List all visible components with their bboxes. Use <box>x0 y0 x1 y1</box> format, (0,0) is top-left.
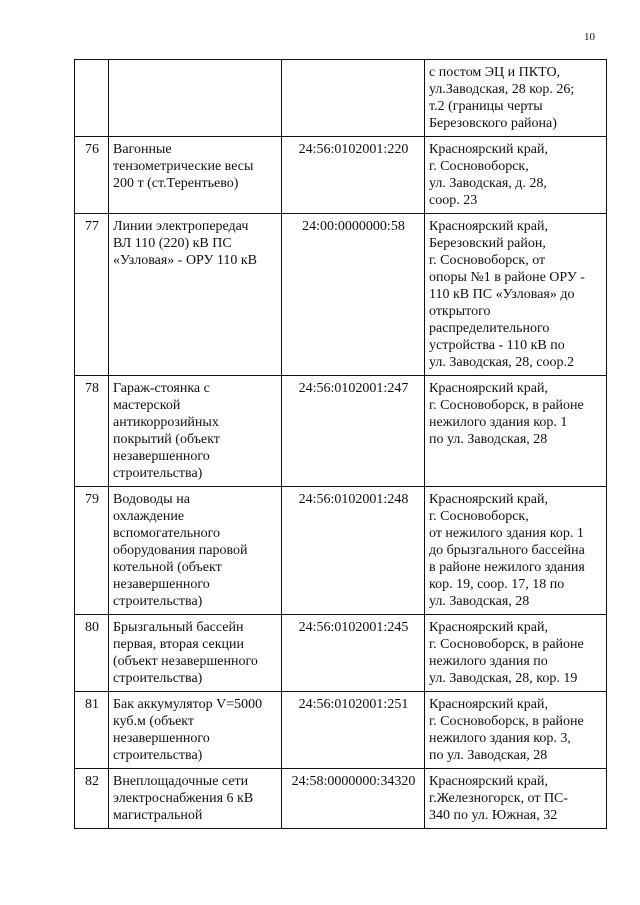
row-number <box>75 60 109 137</box>
object-name-line: Линии электропередач <box>113 219 249 234</box>
object-name-cell <box>109 137 282 214</box>
address-line: Березовского района) <box>429 116 557 131</box>
address-line: Березовский район, <box>429 236 546 251</box>
address-line: нежилого здания кор. 1 <box>429 415 568 430</box>
address-line: нежилого здания кор. 3, <box>429 731 571 746</box>
address-line: по ул. Заводская, 28 <box>429 748 548 763</box>
cadastral-number: 24:56:0102001:251 <box>282 692 425 769</box>
table-row <box>75 214 607 376</box>
object-name-cell <box>109 692 282 769</box>
object-name-line: Водоводы на <box>113 492 190 507</box>
address-line: Красноярский край, <box>429 492 548 507</box>
address-line: г. Сосновоборск, от <box>429 253 546 268</box>
object-name-line: строительства) <box>113 671 203 686</box>
table-row <box>75 769 607 829</box>
table-row <box>75 487 607 615</box>
object-name-line: 200 т (ст.Терентьево) <box>113 176 239 191</box>
table-row <box>75 60 607 137</box>
registry-table <box>74 59 607 829</box>
address-cell <box>425 60 607 137</box>
object-name-cell <box>109 487 282 615</box>
row-number: 81 <box>75 692 109 769</box>
table-row <box>75 692 607 769</box>
address-line: 110 кВ ПС «Узловая» до <box>429 287 575 302</box>
object-name-line: строительства) <box>113 594 203 609</box>
address-line: по ул. Заводская, 28 <box>429 432 548 447</box>
object-name-line: тензометрические весы <box>113 159 254 174</box>
object-name-line: незавершенного <box>113 449 210 464</box>
cadastral-number: 24:56:0102001:248 <box>282 487 425 615</box>
cadastral-number: 24:56:0102001:220 <box>282 137 425 214</box>
cadastral-number: 24:56:0102001:247 <box>282 376 425 487</box>
object-name-line: покрытий (объект <box>113 432 220 447</box>
address-line: Красноярский край, <box>429 620 548 635</box>
address-line: г. Сосновоборск, в районе <box>429 637 584 652</box>
address-cell <box>425 487 607 615</box>
address-line: нежилого здания по <box>429 654 548 669</box>
cadastral-number: 24:00:0000000:58 <box>282 214 425 376</box>
address-line: г. Сосновоборск, <box>429 509 529 524</box>
address-line: г.Железногорск, от ПС- <box>429 791 569 806</box>
address-line: Красноярский край, <box>429 219 548 234</box>
address-cell <box>425 137 607 214</box>
object-name-line: ВЛ 110 (220) кВ ПС <box>113 236 232 251</box>
address-line: ул. Заводская, 28, соор.2 <box>429 355 575 370</box>
object-name-line: строительства) <box>113 466 203 481</box>
address-line: Красноярский край, <box>429 142 548 157</box>
object-name-line: мастерской <box>113 398 181 413</box>
object-name-line: Внеплощадочные сети <box>113 774 249 789</box>
address-line: устройства - 110 кВ по <box>429 338 565 353</box>
address-line: опоры №1 в районе ОРУ - <box>429 270 585 285</box>
object-name-line: охлаждение <box>113 509 185 524</box>
object-name-line: антикоррозийных <box>113 415 219 430</box>
object-name-line: электроснабжения 6 кВ <box>113 791 254 806</box>
row-number: 78 <box>75 376 109 487</box>
table-row <box>75 376 607 487</box>
registry-table-body <box>75 60 607 829</box>
address-line: в районе нежилого здания <box>429 560 585 575</box>
address-cell <box>425 769 607 829</box>
table-row <box>75 137 607 214</box>
row-number: 82 <box>75 769 109 829</box>
object-name-line: магистральной <box>113 808 203 823</box>
object-name-cell <box>109 769 282 829</box>
object-name-line: Брызгальный бассейн <box>113 620 244 635</box>
address-line: ул. Заводская, 28, кор. 19 <box>429 671 578 686</box>
address-line: кор. 19, соор. 17, 18 по <box>429 577 565 592</box>
address-cell <box>425 692 607 769</box>
address-line: 340 по ул. Южная, 32 <box>429 808 558 823</box>
object-name-line: Гараж-стоянка с <box>113 381 210 396</box>
object-name-line: (объект незавершенного <box>113 654 258 669</box>
address-line: до брызгального бассейна <box>429 543 585 558</box>
page-number: 10 <box>584 31 595 43</box>
object-name-cell <box>109 60 282 137</box>
object-name-line: вспомогательного <box>113 526 221 541</box>
object-name-line: незавершенного <box>113 577 210 592</box>
address-cell <box>425 214 607 376</box>
address-line: соор. 23 <box>429 193 478 208</box>
address-line: т.2 (границы черты <box>429 99 543 114</box>
address-line: открытого <box>429 304 491 319</box>
object-name-line: Бак аккумулятор V=5000 <box>113 697 263 712</box>
object-name-line: «Узловая» - ОРУ 110 кВ <box>113 253 258 268</box>
address-line: ул. Заводская, 28 <box>429 594 530 609</box>
address-cell <box>425 376 607 487</box>
object-name-cell <box>109 376 282 487</box>
row-number: 80 <box>75 615 109 692</box>
object-name-cell <box>109 615 282 692</box>
object-name-line: первая, вторая секции <box>113 637 245 652</box>
object-name-line: строительства) <box>113 748 203 763</box>
cadastral-number: 24:58:0000000:34320 <box>282 769 425 829</box>
address-line: г. Сосновоборск, в районе <box>429 398 584 413</box>
object-name-line: котельной (объект <box>113 560 222 575</box>
object-name-line: куб.м (объект <box>113 714 195 729</box>
row-number: 76 <box>75 137 109 214</box>
object-name-line: незавершенного <box>113 731 210 746</box>
cadastral-number: 24:56:0102001:245 <box>282 615 425 692</box>
address-line: Красноярский край, <box>429 774 548 789</box>
object-name-line: оборудования паровой <box>113 543 248 558</box>
object-name-line: Вагонные <box>113 142 172 157</box>
address-line: г. Сосновоборск, в районе <box>429 714 584 729</box>
address-line: ул. Заводская, д. 28, <box>429 176 547 191</box>
address-line: распределительного <box>429 321 550 336</box>
row-number: 79 <box>75 487 109 615</box>
object-name-cell <box>109 214 282 376</box>
address-line: ул.Заводская, 28 кор. 26; <box>429 82 575 97</box>
address-line: с постом ЭЦ и ПКТО, <box>429 65 561 80</box>
row-number: 77 <box>75 214 109 376</box>
address-line: г. Сосновоборск, <box>429 159 529 174</box>
address-line: от нежилого здания кор. 1 <box>429 526 584 541</box>
cadastral-number <box>282 60 425 137</box>
address-cell <box>425 615 607 692</box>
address-line: Красноярский край, <box>429 697 548 712</box>
address-line: Красноярский край, <box>429 381 548 396</box>
table-row <box>75 615 607 692</box>
